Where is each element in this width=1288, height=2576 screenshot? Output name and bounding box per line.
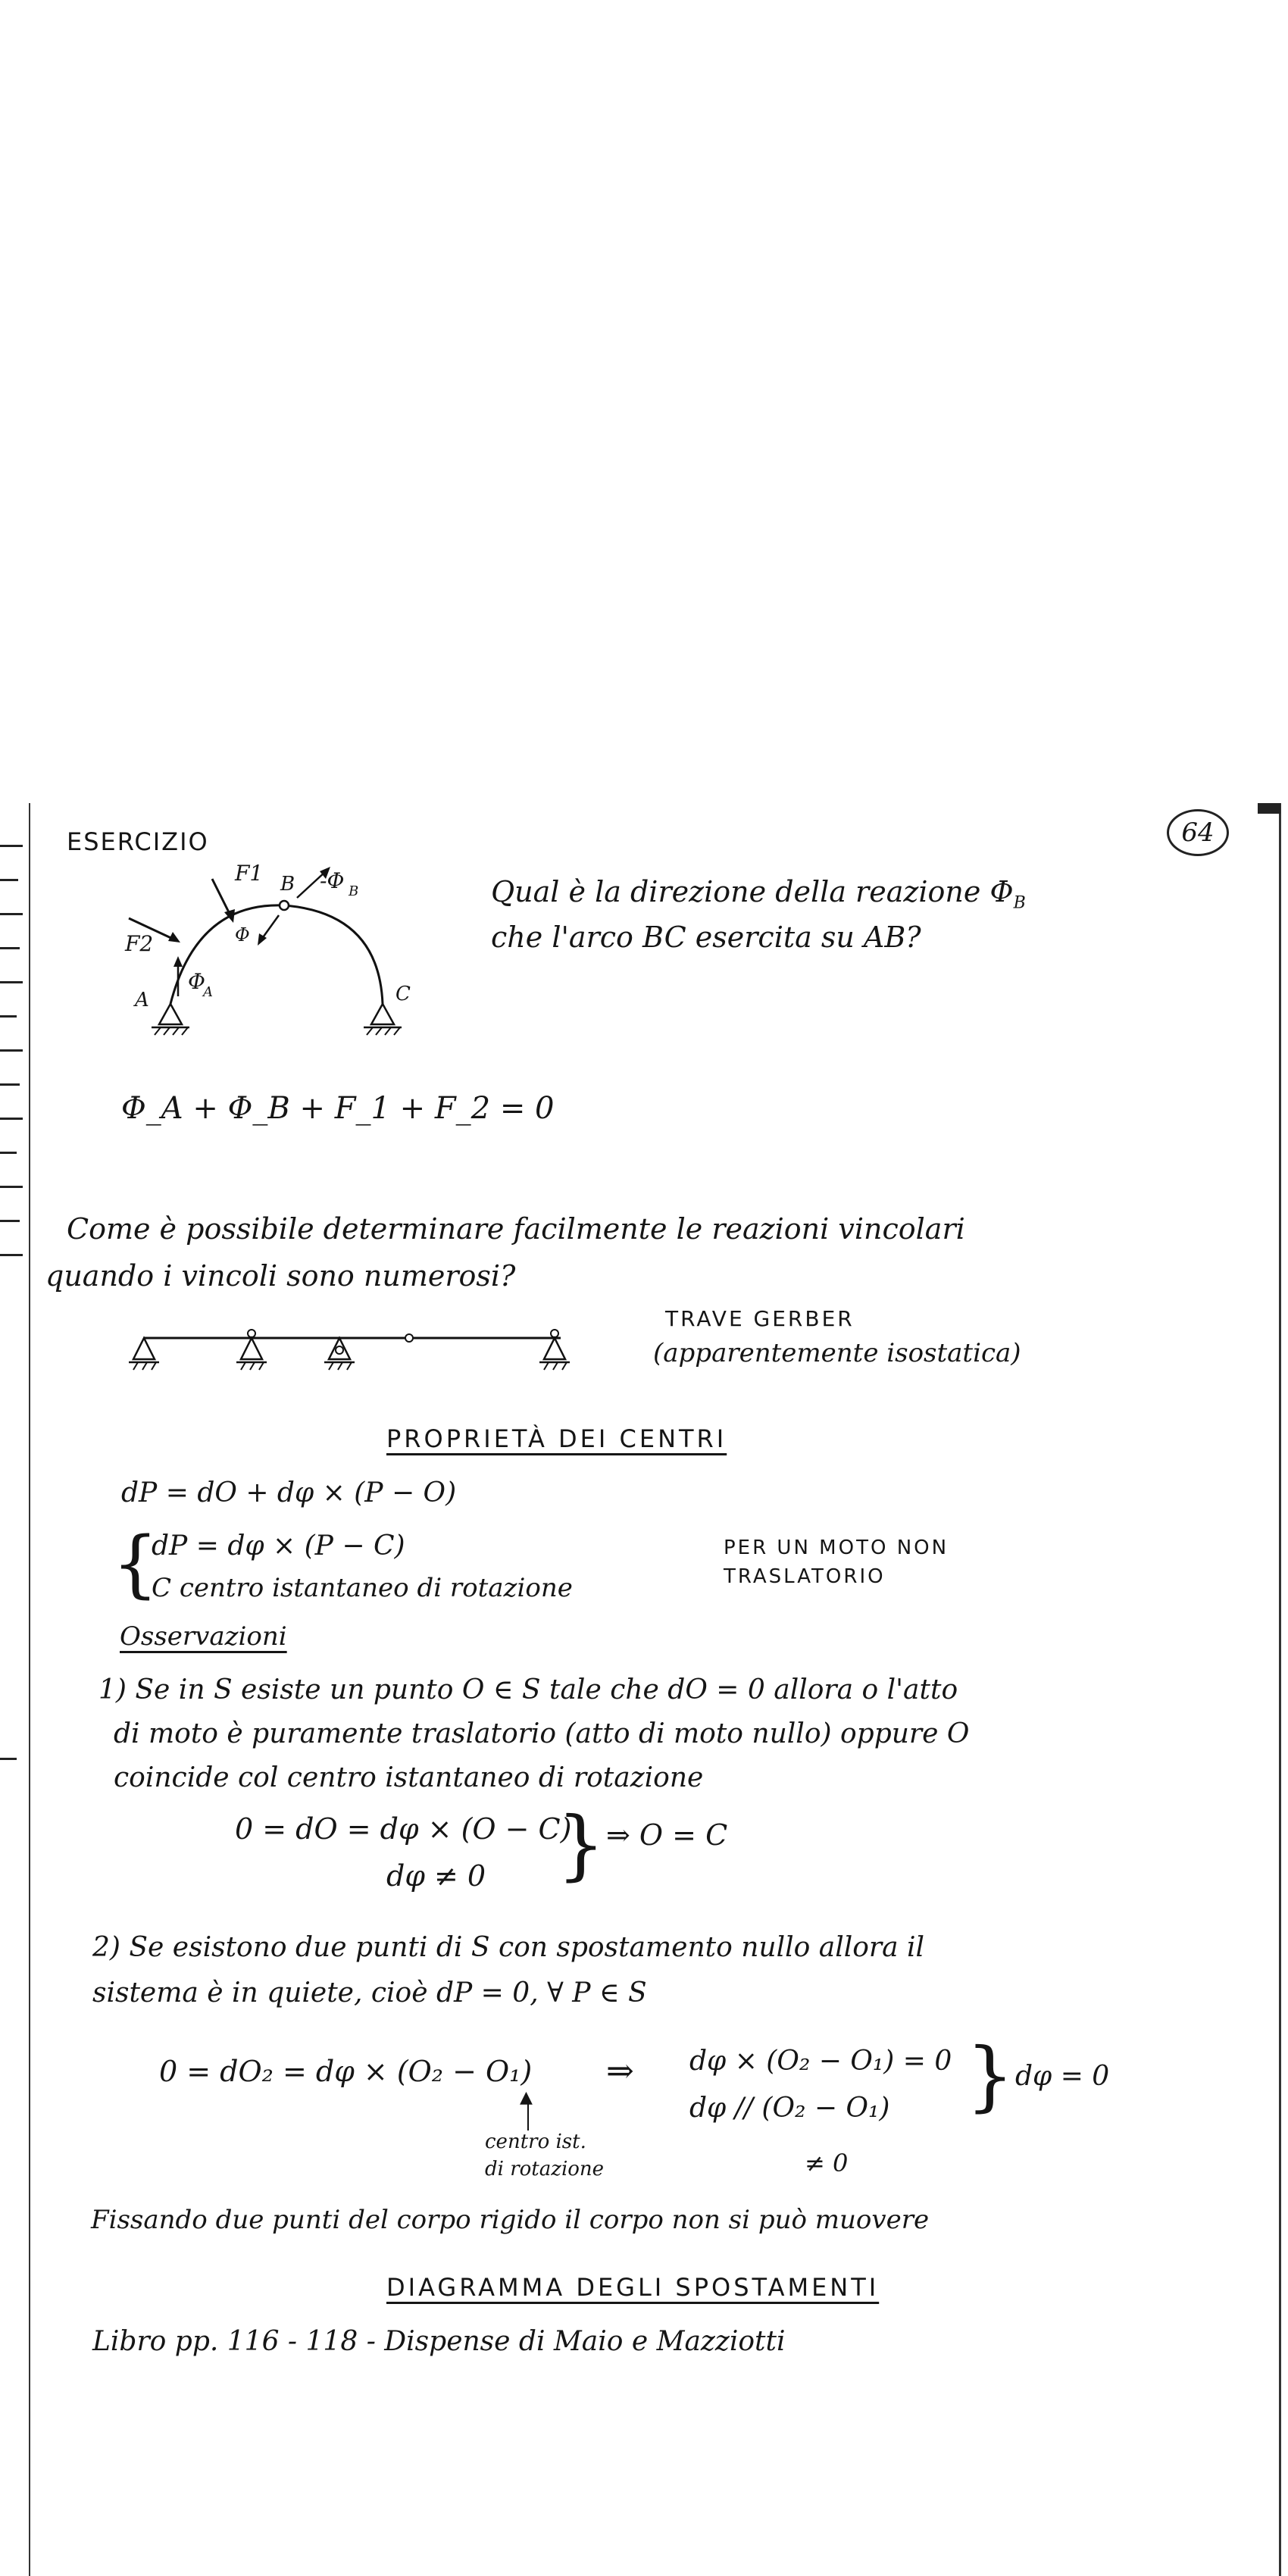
margin-tick	[0, 879, 18, 881]
exercise-heading: ESERCIZIO	[67, 827, 209, 856]
obs1-brace: }	[557, 1800, 605, 1889]
gerber-question-line2: quando i vincoli sono numerosi?	[45, 1259, 516, 1293]
arch-question-line2: che l'arco BC esercita su AB?	[491, 921, 921, 954]
obs2-arrow: ⇒	[606, 2052, 634, 2090]
displacements-reference: Libro pp. 116 - 118 - Dispense di Maio e Mazziotti	[92, 2326, 786, 2357]
margin-tick	[0, 1758, 17, 1760]
gerber-label-line1: TRAVE GERBER	[665, 1306, 855, 1331]
observations-heading: Osservazioni	[120, 1621, 287, 1652]
page-number: 64	[1181, 818, 1215, 848]
centers-heading: PROPRIETÀ DEI CENTRI	[386, 1424, 727, 1453]
obs2-line2: sistema è in quiete, cioè dP = 0, ∀ P ∈ S	[92, 1977, 647, 2009]
arch-bc	[284, 905, 383, 1004]
label-phi-b-mid: Φ	[235, 924, 250, 946]
label-a: A	[135, 989, 149, 1011]
gerber-support-2	[236, 1330, 267, 1370]
centers-eq2: dP = dφ × (P − C)	[152, 1530, 405, 1562]
obs2-pointer-head: ▲	[520, 2088, 533, 2107]
obs2-brace: }	[966, 2031, 1014, 2120]
obs2-line1: 2) Se esistono due punti di S con spostamento nullo allora il	[92, 1932, 925, 1963]
margin-tick	[0, 1015, 17, 1018]
label-phi-a: Φ	[188, 969, 205, 994]
centers-note-line2: TRASLATORIO	[724, 1565, 886, 1588]
label-minus-phi-b-sub: B	[349, 883, 359, 899]
gerber-support-3	[324, 1338, 355, 1370]
gerber-question-line1: Come è possibile determinare facilmente le reazioni vincolari	[67, 1212, 965, 1246]
support-a	[159, 1004, 182, 1024]
gerber-support-1	[129, 1338, 159, 1370]
margin-tick	[0, 1186, 23, 1188]
gerber-support-4	[539, 1330, 570, 1370]
centers-eq3: C centro istantaneo di rotazione	[152, 1573, 573, 1603]
margin-tick	[0, 947, 20, 949]
conclusion-line: Fissando due punti del corpo rigido il corpo non si può muovere	[91, 2205, 930, 2235]
support-c	[371, 1004, 394, 1024]
margin-tick	[0, 913, 23, 915]
page-right-border	[1279, 803, 1281, 2576]
centers-brace: {	[112, 1521, 159, 1606]
centers-eq1: dP = dO + dφ × (P − O)	[121, 1477, 457, 1508]
margin-tick	[0, 1118, 23, 1120]
label-phi-a-sub: A	[203, 984, 213, 1000]
gerber-beam-diagram	[129, 1318, 583, 1386]
reaction-b-arrow	[261, 915, 279, 939]
centers-note-line1: PER UN MOTO NON	[724, 1537, 949, 1559]
margin-tick	[0, 1220, 20, 1222]
arch-diagram	[98, 856, 447, 1038]
label-b: B	[280, 873, 295, 896]
displacements-heading: DIAGRAMMA DEGLI SPOSTAMENTI	[386, 2273, 880, 2302]
obs1-line3: coincide col centro istantaneo di rotazione	[114, 1762, 704, 1793]
label-f2: F2	[125, 931, 154, 956]
obs2-result: dφ = 0	[1015, 2061, 1110, 2092]
label-c: C	[395, 983, 411, 1005]
hinge-b	[280, 901, 289, 910]
margin-tick	[0, 845, 23, 847]
margin-tick	[0, 1083, 20, 1086]
equilibrium-equation: Φ_A + Φ_B + F_1 + F_2 = 0	[121, 1091, 555, 1126]
obs2-note-line1: centro ist.	[485, 2131, 586, 2153]
page-number-circle	[1167, 809, 1229, 856]
obs2-eq-left: 0 = dO₂ = dφ × (O₂ − O₁)	[159, 2055, 533, 2088]
margin-tick	[0, 981, 23, 983]
label-f1: F1	[235, 861, 264, 886]
obs2-eq-r3: ≠ 0	[805, 2149, 849, 2177]
obs1-eq1: 0 = dO = dφ × (O − C)	[235, 1812, 572, 1846]
obs2-eq-r2: dφ // (O₂ − O₁)	[689, 2093, 890, 2124]
obs2-note-line2: di rotazione	[485, 2158, 605, 2181]
margin-tick	[0, 1254, 23, 1256]
margin-tick	[0, 1152, 17, 1154]
page-corner-mark	[1258, 803, 1280, 814]
obs2-eq-r1: dφ × (O₂ − O₁) = 0	[689, 2046, 952, 2077]
obs1-line1: 1) Se in S esiste un punto O ∈ S tale che dO = 0 allora o l'atto	[98, 1674, 958, 1705]
obs1-eq2: dφ ≠ 0	[386, 1859, 486, 1893]
obs1-result: ⇒ O = C	[606, 1818, 728, 1852]
arch-question-sub: B	[1013, 893, 1026, 913]
gerber-hinge	[405, 1334, 413, 1342]
arch-question-line1: Qual è la direzione della reazione $\Phi_B$	[491, 875, 1026, 913]
page-margin-line	[29, 803, 30, 2576]
obs1-line2: di moto è puramente traslatorio (atto di moto nullo) oppure O	[114, 1718, 970, 1749]
gerber-label-line2: (apparentemente isostatica)	[653, 1338, 1021, 1368]
margin-tick	[0, 1049, 23, 1052]
label-minus-phi-b: -Φ	[320, 868, 345, 893]
